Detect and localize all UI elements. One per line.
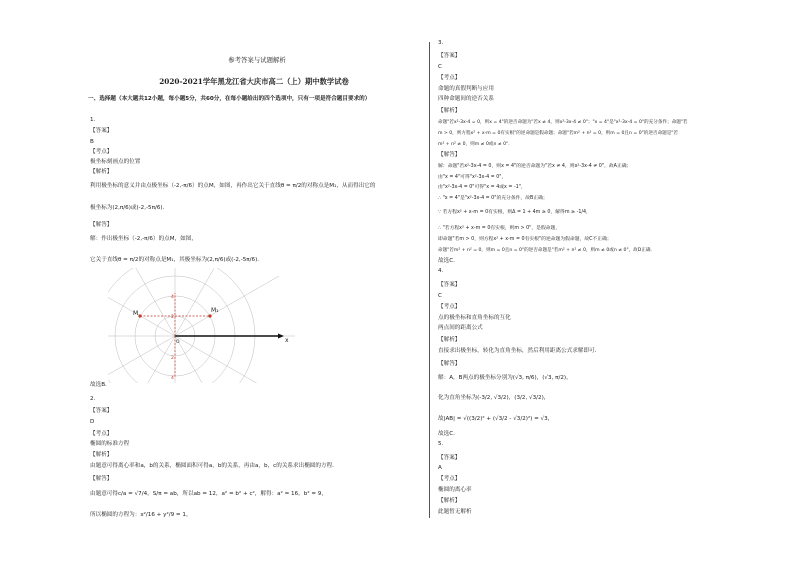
q4-conclusion: 故选C． — [438, 431, 459, 437]
q1-conclusion: 故选B． — [90, 382, 111, 388]
q4-number: 4. — [438, 268, 444, 274]
q3-answer: C — [438, 64, 442, 70]
exam-title: 2020-2021学年黑龙江省大庆市高二（上）期中数学试卷 — [159, 77, 349, 86]
q4-answer-label: 【答案】 — [438, 282, 461, 288]
q3-solution-4: ∴ "x = 4"是"x²-3x-4 = 0"的充分条件，故B正确； — [438, 196, 548, 201]
tick-bottom-4: 4 — [171, 376, 174, 381]
q2-solution-label: 【解答】 — [90, 476, 113, 482]
label-o: O — [176, 340, 180, 345]
tick-top-4: 4 — [171, 295, 174, 300]
tick-top-2: 2 — [171, 315, 174, 320]
q4-kp-label: 【考点】 — [438, 304, 461, 310]
q2-solution: 由题意可得c/a = √7/4，S/π = ab，所以ab = 12，a² = b² + c²，解得：a² = 16，b² = 9， — [90, 491, 327, 497]
polar-grid — [108, 268, 295, 383]
q4-solution-2: 化为直角坐标为(-3/2, √3/2)，(3/2, √3/2)， — [438, 395, 550, 401]
q5-kp: 椭圆的离心率 — [438, 487, 472, 493]
q3-solution-label: 【解答】 — [438, 152, 461, 158]
section-heading: 一、选择题（本大题共12小题，每小题5分，共60分，在每小题给出的四个选项中，只有一项是符合题目要求的） — [88, 96, 371, 102]
label-m: M — [133, 310, 139, 317]
q2-kp-label: 【考点】 — [90, 431, 113, 437]
q1-analysis-cont: 极坐标为(2,π/6)或(-2,-5π/6)． — [90, 205, 169, 211]
q1-solution-cont: 它关于直线θ = π/2的对称点是M₁，其极坐标为(2,π/6)或(-2,-5π/6)． — [90, 257, 263, 263]
tick-bottom-2: 2 — [171, 356, 174, 361]
q3-kp-1: 命题的真假判断与应用 — [438, 86, 494, 92]
q3-analysis-2: m > 0，则方程x² + x-m = 0有实根"的逆命题是假命题；命题"若m² + n² = 0，则m = 0且n = 0"的逆否命题是"若 — [438, 131, 679, 136]
q3-kp-2: 四种命题间的逆否关系 — [438, 96, 494, 102]
q5-answer: A — [438, 465, 442, 471]
q3-solution-6: ∴ "若方程x² + x-m = 0有实根，则m > 0"，是假命题， — [438, 226, 561, 231]
q2-analysis: 由题意可得离心率和a，b的关系，椭圆面积可得a，b的关系，再由a，b，c的关系求出椭圆的方程． — [90, 463, 338, 469]
q1-solution-label: 【解答】 — [90, 222, 113, 228]
q3-analysis-1: 命题"若x²-3x-4 = 0，则x = 4"的逆否命题为"若x ≠ 4，则x²-3x-4 ≠ 0"；"x = 4"是"x²-3x-4 = 0"的充分条件；命题"若 — [438, 120, 688, 125]
q3-solution-8: 命题"若m² + n² = 0，则m = 0且n = 0"的逆否命题是"若m² + n² ≠ 0，则m ≠ 0或n ≠ 0"，故D正确． — [438, 248, 656, 253]
q5-number: 5. — [438, 441, 444, 447]
q1-solution: 解：作出极坐标（-2,-π/6）的点M，如图， — [90, 236, 197, 242]
q3-analysis-label: 【解析】 — [438, 108, 461, 114]
q1-kp-label: 【考点】 — [90, 149, 113, 155]
page-header: 参考答案与试题解析 — [228, 56, 286, 64]
q1-analysis-label: 【解析】 — [90, 169, 113, 175]
polar-diagram — [108, 268, 298, 383]
q2-answer: D — [90, 419, 95, 425]
q1-answer: B — [90, 139, 94, 145]
q5-kp-label: 【考点】 — [438, 476, 461, 482]
q3-kp-label: 【考点】 — [438, 75, 461, 81]
polar-axis-arrow-icon — [278, 334, 284, 339]
q3-conclusion: 故选C． — [438, 258, 459, 264]
q1-answer-label: 【答案】 — [90, 128, 113, 134]
q4-analysis-label: 【解析】 — [438, 337, 461, 343]
q3-solution-1: 解：命题"若x²-3x-4 = 0，则x = 4"的逆否命题为"若x ≠ 4，则x²-3x-4 ≠ 0"，故A正确； — [438, 164, 632, 169]
q4-analysis: 直接求出极坐标，转化为直角坐标，然后利用距离公式求解即可． — [438, 348, 601, 354]
q3-solution-7: 即命题"若m > 0，则方程x² + x-m = 0有实根"的逆命题为假命题，故C不正确； — [438, 237, 612, 242]
q3-solution-5: ∵ 若方程x² + x-m = 0有实根，则Δ = 1 + 4m ≥ 0，解得m ≥ -1/4， — [438, 210, 591, 215]
label-m1: M₁ — [211, 307, 219, 314]
q5-analysis: 此题暂无解析 — [438, 509, 472, 515]
point-m1 — [208, 314, 211, 317]
q4-solution-1: 解：A，B两点的极坐标分别为(√3, π/6)，(√3, π/2)， — [438, 375, 572, 381]
column-divider — [429, 42, 430, 518]
point-m — [138, 314, 141, 317]
q4-solution-label: 【解答】 — [438, 361, 461, 367]
q5-answer-label: 【答案】 — [438, 455, 461, 461]
q2-solution-cont: 所以椭圆的方程为：x²/16 + y²/9 = 1， — [90, 512, 192, 518]
label-x: x — [285, 337, 289, 344]
q2-answer-label: 【答案】 — [90, 408, 113, 414]
q4-kp-1: 点的极坐标和直角坐标的互化 — [438, 315, 511, 321]
q3-solution-2: 由"x = 4"可得"x²-3x-4 = 0"， — [438, 175, 507, 180]
q1-kp: 极坐标刻画点的位置 — [90, 159, 141, 165]
q2-number: 2. — [90, 396, 96, 402]
q3-answer-label: 【答案】 — [438, 53, 461, 59]
q1-number: 1. — [90, 117, 96, 123]
q3-number: 3. — [438, 40, 444, 46]
q3-solution-3: 由"x²-3x-4 = 0"可得"x = 4或x = -1"， — [438, 185, 526, 190]
q4-solution-3: 故|AB| = √((3/2)² + (√3/2 - √3/2)²) = √3， — [438, 416, 554, 422]
q1-analysis: 利用极坐标的意义并由点极坐标（-2,-π/6）的点M，如图，再作出它关于直线θ = π/2的对称点是M₁，从而得出它的 — [90, 183, 376, 189]
q2-analysis-label: 【解析】 — [90, 452, 113, 458]
q3-analysis-3: m² + n² ≠ 0，则m ≠ 0或n ≠ 0"． — [438, 142, 513, 147]
q4-kp-2: 两点间的距离公式 — [438, 325, 483, 331]
q2-kp: 椭圆的标准方程 — [90, 441, 130, 447]
q4-answer: C — [438, 293, 442, 299]
q5-analysis-label: 【解析】 — [438, 498, 461, 504]
